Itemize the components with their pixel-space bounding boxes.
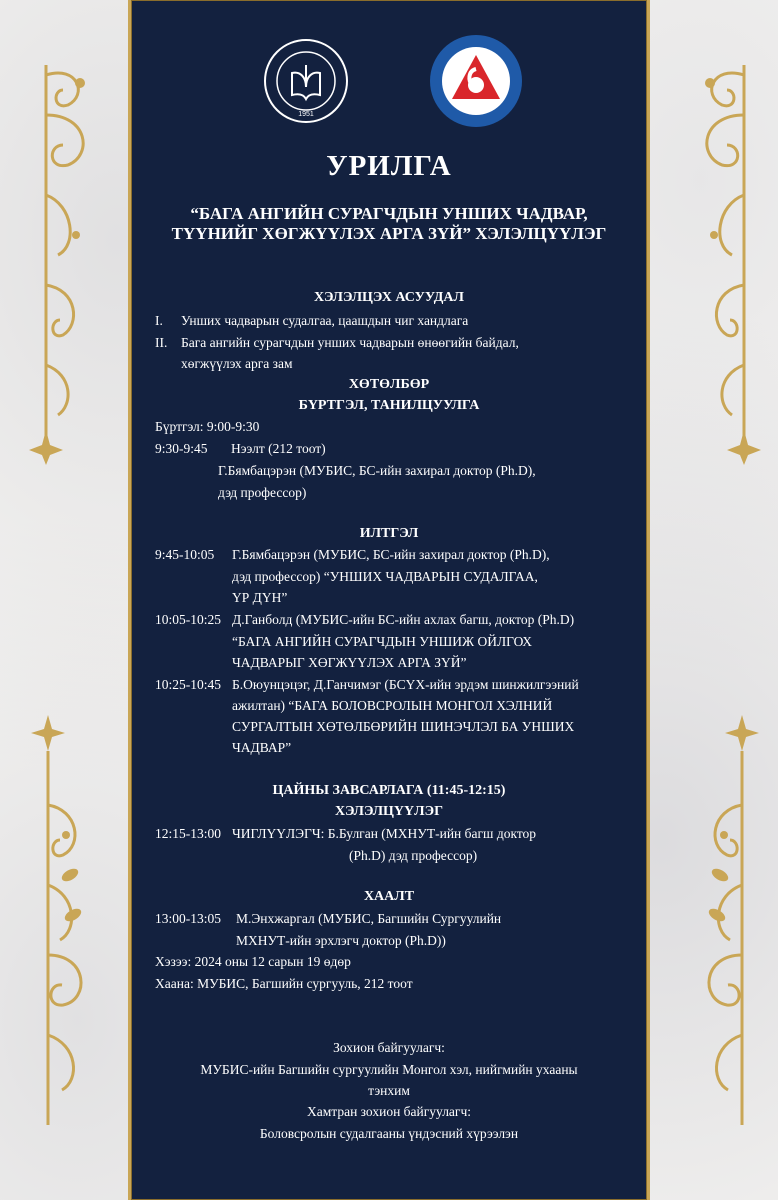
closing-speaker: М.Энхжаргал (МУБИС, Багшийн Сургуулийн [236,911,502,926]
presentation-1-line-2: дэд профессор) “УНШИХ ЧАДВАРЫН СУДАЛГАА, [232,569,538,584]
co-organizer-name: Боловсролын судалгааны үндэсний хүрээлэн [259,1126,519,1141]
presentations-heading: ИЛТГЭЛ [359,526,419,541]
opening-speaker: Г.Бямбацэрэн (МУБИС, БС-ийн захирал доктор (Ph.D), [218,463,536,478]
discussion-moderator-title: (Ph.D) дэд профессор) [349,848,478,863]
presentation-3-line-3: СУРГАЛТЫН ХӨТӨЛБӨРИЙН ШИНЭЧЛЭЛ БА УНШИХ [232,719,575,734]
seal-year: 1951 [298,111,314,118]
organizer-name-cont: тэнхим [368,1083,410,1098]
organizer-name: МУБИС-ийн Багшийн сургуулийн Монгол хэл, нийгмийн ухааны [200,1062,578,1077]
institute-logo [428,33,524,129]
program-heading: ХӨТӨЛБӨР [348,377,430,392]
presentation-2-time: 10:05-10:25 [155,612,221,627]
event-location: Хаана: МУБИС, Багшийн сургууль, 212 тоот [155,976,413,991]
presentation-3-line-2: ажилтан) “БАГА БОЛОВСРОЛЫН МОНГОЛ ХЭЛНИЙ [232,698,553,713]
right-top-ornament [672,55,772,465]
questions-heading: ХЭЛЭЛЦЭХ АСУУДАЛ [314,290,464,305]
presentation-2-line-2: “БАГА АНГИЙН СУРАГЧДЫН УНШИЖ ОЙЛГОХ [232,634,533,649]
opening-speaker-title: дэд профессор) [218,485,307,500]
discussion-heading: ХЭЛЭЛЦҮҮЛЭГ [335,804,443,819]
invitation-title: УРИЛГА [326,150,452,182]
registration-heading: БҮРТГЭЛ, ТАНИЛЦУУЛГА [298,398,480,413]
registration-time: Бүртгэл: 9:00-9:30 [155,419,260,434]
subtitle-line-2: ТҮҮНИЙГ ХӨГЖҮҮЛЭХ АРГА ЗҮЙ” ХЭЛЭЛЦҮҮЛЭГ [171,224,607,243]
discussion-moderator: ЧИГЛҮҮЛЭГЧ: Б.Булган (МХНУТ-ийн багш доктор [232,826,537,841]
closing-time: 13:00-13:05 [155,911,221,926]
question-1-text: Унших чадварын судалгаа, цаашдын чиг хандлага [181,313,469,328]
opening-time: 9:30-9:45 [155,441,208,456]
question-2-text-cont: хөгжүүлэх арга зам [181,356,293,371]
question-2-text: Бага ангийн сурагчдын унших чадварын өнөөгийн байдал, [181,335,519,350]
presentation-2-line-1: Д.Ганболд (МУБИС-ийн БС-ийн ахлах багш, доктор (Ph.D) [232,612,575,627]
left-top-ornament [18,55,118,465]
presentation-1-line-1: Г.Бямбацэрэн (МУБИС, БС-ийн захирал доктор (Ph.D), [232,547,550,562]
subtitle-line-1: “БАГА АНГИЙН СУРАГЧДЫН УНШИХ ЧАДВАР, [190,204,588,223]
left-bottom-ornament [18,715,118,1135]
presentation-3-line-1: Б.Оюунцэцэг, Д.Ганчимэг (БСҮХ-ийн эрдэм шинжилгээний [232,677,579,692]
presentation-3-time: 10:25-10:45 [155,677,221,692]
presentation-1-line-3: ҮР ДҮН” [232,590,288,605]
co-organizer-label: Хамтран зохион байгуулагч: [306,1104,472,1119]
question-2-number: II. [155,335,168,350]
discussion-time: 12:15-13:00 [155,826,221,841]
opening-text: Нээлт (212 тоот) [231,441,326,456]
presentation-3-line-4: ЧАДВАР” [232,740,292,755]
organizer-label: Зохион байгуулагч: [333,1040,445,1055]
tea-break: ЦАЙНЫ ЗАВСАРЛАГА (11:45-12:15) [272,783,506,798]
presentation-1-time: 9:45-10:05 [155,547,215,562]
event-date: Хэзээ: 2024 оны 12 сарын 19 өдөр [155,954,351,969]
right-bottom-ornament [672,715,772,1135]
msue-seal-logo [262,37,350,125]
question-1-number: I. [155,313,163,328]
closing-heading: ХААЛТ [363,889,415,904]
closing-speaker-title: МХНУТ-ийн эрхлэгч доктор (Ph.D)) [236,933,446,948]
presentation-2-line-3: ЧАДВАРЫГ ХӨГЖҮҮЛЭХ АРГА ЗҮЙ” [232,655,467,670]
